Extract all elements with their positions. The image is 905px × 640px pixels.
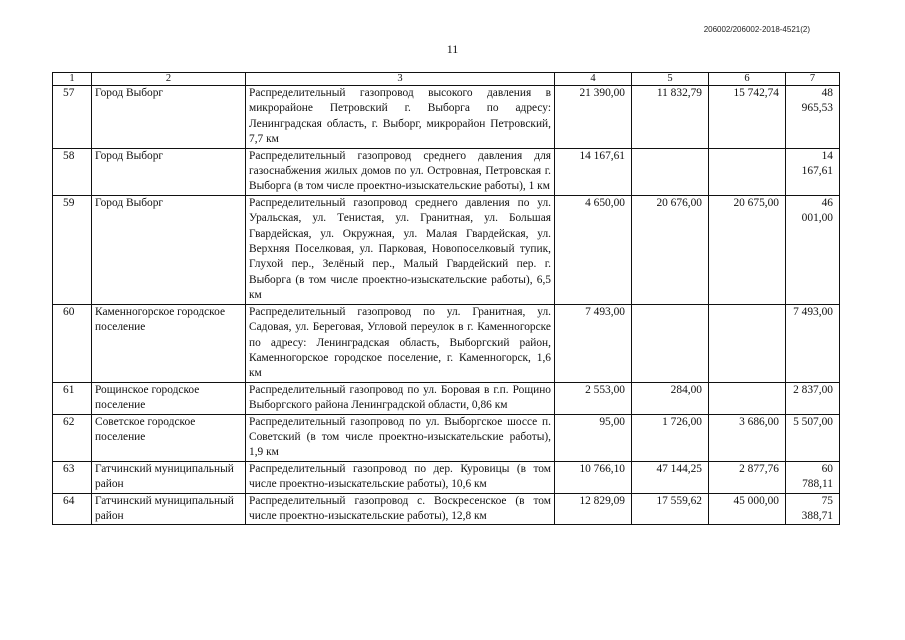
municipality: Город Выборг	[92, 195, 246, 304]
row-number: 61	[53, 382, 92, 414]
document-code: 206002/206002-2018-4521(2)	[703, 25, 810, 34]
budget-table	[52, 72, 840, 525]
table-row	[53, 382, 840, 414]
municipality: Гатчинский муниципальный район	[92, 493, 246, 525]
municipality: Рощинское городское поселение	[92, 382, 246, 414]
column-header: 7	[786, 73, 840, 86]
amount-col4: 14 167,61	[555, 148, 632, 195]
amount-col5: 1 726,00	[632, 414, 709, 461]
amount-col5	[632, 304, 709, 382]
amount-col5: 20 676,00	[632, 195, 709, 304]
amount-col4: 10 766,10	[555, 461, 632, 493]
column-header: 6	[709, 73, 786, 86]
amount-col4: 21 390,00	[555, 86, 632, 149]
table-row	[53, 86, 840, 149]
table-row	[53, 195, 840, 304]
object-description: Распределительный газопровод по ул. Выборгское шоссе п. Советский (в том числе проектно-изыскательские работы), 1,9 км	[246, 414, 555, 461]
table-row	[53, 493, 840, 525]
table-row	[53, 461, 840, 493]
amount-total: 5 507,00	[786, 414, 840, 461]
municipality: Город Выборг	[92, 86, 246, 149]
amount-total: 46 001,00	[786, 195, 840, 304]
row-number: 58	[53, 148, 92, 195]
row-number: 63	[53, 461, 92, 493]
municipality: Советское городское поселение	[92, 414, 246, 461]
object-description: Распределительный газопровод по ул. Боровая в г.п. Рощино Выборгского района Ленинградской области, 0,86 км	[246, 382, 555, 414]
amount-col5: 11 832,79	[632, 86, 709, 149]
municipality: Город Выборг	[92, 148, 246, 195]
amount-col6	[709, 148, 786, 195]
amount-col6: 3 686,00	[709, 414, 786, 461]
amount-total: 60 788,11	[786, 461, 840, 493]
table-header-row	[53, 73, 840, 86]
table-row	[53, 414, 840, 461]
row-number: 59	[53, 195, 92, 304]
object-description: Распределительный газопровод по дер. Куровицы (в том числе проектно-изыскательские работы), 10,6 км	[246, 461, 555, 493]
amount-total: 14 167,61	[786, 148, 840, 195]
page-number: 11	[446, 42, 459, 56]
amount-col4: 7 493,00	[555, 304, 632, 382]
amount-col6: 2 877,76	[709, 461, 786, 493]
municipality: Гатчинский муниципальный район	[92, 461, 246, 493]
amount-col4: 4 650,00	[555, 195, 632, 304]
amount-col5: 17 559,62	[632, 493, 709, 525]
row-number: 62	[53, 414, 92, 461]
object-description: Распределительный газопровод с. Воскресенское (в том числе проектно-изыскательские работы), 12,8 км	[246, 493, 555, 525]
amount-col6: 15 742,74	[709, 86, 786, 149]
amount-col5: 284,00	[632, 382, 709, 414]
column-header: 5	[632, 73, 709, 86]
amount-col5	[632, 148, 709, 195]
amount-total: 2 837,00	[786, 382, 840, 414]
amount-col6: 45 000,00	[709, 493, 786, 525]
municipality: Каменногорское городское поселение	[92, 304, 246, 382]
amount-col4: 95,00	[555, 414, 632, 461]
row-number: 57	[53, 86, 92, 149]
column-header: 4	[555, 73, 632, 86]
amount-col4: 2 553,00	[555, 382, 632, 414]
column-header: 3	[246, 73, 555, 86]
object-description: Распределительный газопровод высокого давления в микрорайоне Петровский г. Выборга по адресу: Ленинградская область, г. Выборг, микрорайон Петровский, 7,7 км	[246, 86, 555, 149]
object-description: Распределительный газопровод среднего давления по ул. Уральская, ул. Тенистая, ул. Гранитная, ул. Большая Гвардейская, ул. Окружная, ул. Малая Гвардейская, ул. Верхняя Поселковая, ул. Парковая, Новопоселковый тупик, Глухой пер., Зелёный пер., Малый Гвардейский пер. г. Выборга (в том числе проектно-изыскательские работы), 6,5 км	[246, 195, 555, 304]
table-body	[53, 86, 840, 525]
amount-col6: 20 675,00	[709, 195, 786, 304]
object-description: Распределительный газопровод по ул. Гранитная, ул. Садовая, ул. Береговая, Угловой переулок в г. Каменногорске по адресу: Ленинградская область, Выборгский район, Каменногорское городское поселение, г. Каменногорск, 1,6 км	[246, 304, 555, 382]
column-header: 2	[92, 73, 246, 86]
object-description: Распределительный газопровод среднего давления для газоснабжения жилых домов по ул. Островная, Петровская г. Выборга (в том числе проектно-изыскательские работы), 1 км	[246, 148, 555, 195]
column-header: 1	[53, 73, 92, 86]
table-row	[53, 304, 840, 382]
row-number: 60	[53, 304, 92, 382]
amount-total: 7 493,00	[786, 304, 840, 382]
amount-col5: 47 144,25	[632, 461, 709, 493]
amount-col6	[709, 304, 786, 382]
amount-total: 48 965,53	[786, 86, 840, 149]
table-row	[53, 148, 840, 195]
amount-total: 75 388,71	[786, 493, 840, 525]
row-number: 64	[53, 493, 92, 525]
amount-col4: 12 829,09	[555, 493, 632, 525]
amount-col6	[709, 382, 786, 414]
